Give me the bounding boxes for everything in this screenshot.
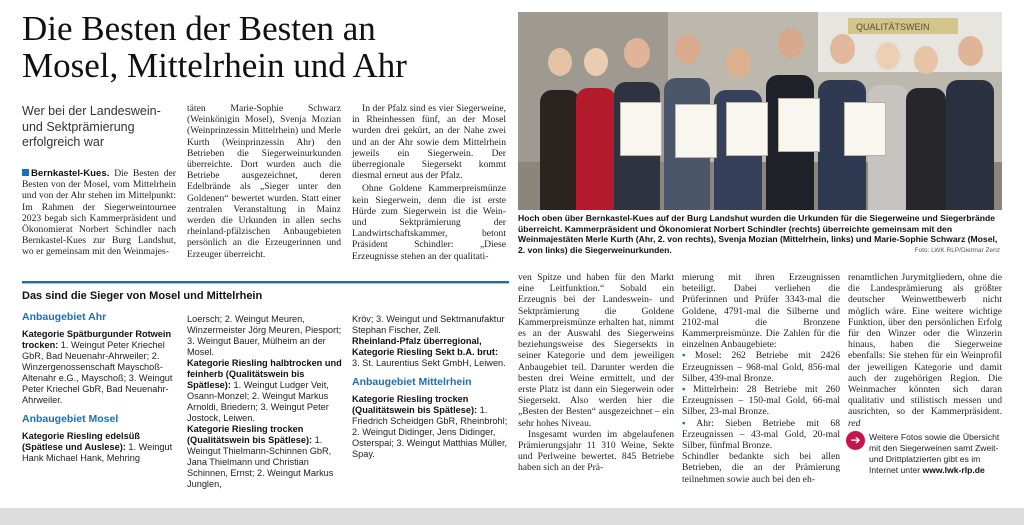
mosel-winners-3-cont: Kröv; 3. Weingut und Sektmanufaktur Stephan Fischer, Zell.	[352, 314, 505, 335]
region-mosel: Anbaugebiet Mosel	[22, 413, 119, 425]
web-hint	[869, 432, 1009, 476]
person-8-head	[876, 42, 900, 70]
category-label: Rheinland-Pfalz überregional, Kategorie Riesling Sekt b.A. brut:	[352, 336, 498, 357]
winners-column-2	[187, 314, 343, 490]
winners-title: Das sind die Sieger von Mosel und Mittelrhein	[22, 290, 263, 302]
category-text: 1. Weingut Peter Kriechel GbR, Bad Neuenahr-Ahrweiler; 2. Winzergenossenschaft Mayschoß-Altenahr e.G., Mayschoß; 3. Weingut Peter Kriechel GbR, Bad Neuenahr-Ahrweiler.	[22, 340, 173, 405]
person-10-head	[958, 36, 983, 66]
winners-column-1	[22, 306, 178, 464]
divider	[22, 283, 509, 284]
person-10	[946, 80, 994, 210]
person-4-head	[675, 34, 700, 64]
author-tag: red	[848, 417, 861, 429]
category-label: Kategorie Riesling edelsüß (Spätlese und Auslese):	[22, 431, 140, 452]
person-9-head	[914, 46, 938, 74]
person-2	[576, 88, 616, 210]
mosel-winners-2	[187, 358, 343, 424]
mosel-winners-3	[187, 424, 343, 490]
certificate-4	[778, 98, 820, 152]
category-label: Kategorie Riesling halbtrocken und feinherb (Qualitätswein bis Spätlese):	[187, 358, 342, 390]
article-text-6	[848, 272, 1002, 429]
mosel-winners-1	[22, 431, 178, 464]
article-text-3: In der Pfalz sind es vier Siegerweine, in Rheinhessen fünf, an der Mosel wurden drei gekürt, an der Nahe zwei und an der Ahr sowie dem Mittelrhein jeweils ein Siegerwein. Der überregionale Siegersekt kommt diesmal erneut aus der Pfalz.	[352, 103, 506, 182]
photo-credit: Foto: LWK RLP/Dietmar Zenz	[914, 247, 1000, 254]
person-5-head	[726, 48, 751, 78]
region-mittelrhein: Anbaugebiet Mittelrhein	[352, 376, 472, 388]
article-text-4b: Insgesamt wurden im abgelaufenen Prämierungsjahr 11 310 Weine, Sekte und Perlweine bewertet. 845 Betriebe haben sich an der Prä-	[518, 428, 674, 474]
category-text: 1. Weingut Hank Michael Hank, Mehring	[22, 442, 173, 463]
arrow-right-icon: ➔	[846, 431, 865, 450]
article-text-4: ven Spitze und haben für den Markt eine Leitfunktion.“ Sobald ein Erzeugnis bei der Landeswein- und Sektprämierung die Goldene Kammerpreismünze erhalten hat, nimmt es an der Auswahl des Siegerweins beziehungsweise des Siegersekts in seiner Kategorie und dem jeweiligen Anbaugebiet teil. Darunter werden die besten drei Weine ermittelt, und der erste Platz ist dann ein Siegerwein oder Siegersekt. Also werden hier die „Besten der Besten“ ausgezeichnet – ein sehr hohes Niveau.	[518, 272, 674, 429]
subheadline: Wer bei der Landeswein- und Sektprämierung erfolgreich war	[22, 104, 161, 149]
winners-column-3	[352, 314, 508, 460]
photo-caption: Hoch oben über Bernkastel-Kues auf der Burg Landshut wurden die Urkunden für die Siegerweine und Siegerbrände überreicht. Kammerpräsident und Ökonomierat Norbert Schindler (rechts) überreichte gemeinsam mit den Weinmajestäten Merle Kurth (Ahr, 2. von rechts), Svenja Mozian (Mittelrhein, links) und Marie-Sophie Schwarz (Mosel, 2. von links) die Siegerweinurkunden.	[518, 213, 998, 255]
article-text-5: mierung mit ihren Erzeugnissen beteiligt. Dabei verliehen die Prüferinnen und Prüfer 3343-mal die Goldene, 4791-mal die Silberne und 2102-mal die Bronzene Kammerpreismünze. Die Zahlen für die einzelnen Anbaugebiete:	[682, 272, 840, 351]
category-label: Kategorie Riesling trocken (Qualitätswein bis Spätlese):	[352, 394, 478, 415]
category-text: 1. Weingut Ludger Veit, Osann-Monzel; 2. Weingut Markus Arnoldi, Briedern; 3. Weingut Peter Jostock, Leiwen.	[187, 380, 329, 423]
headline-line-2: Mosel, Mittelrhein und Ahr	[22, 46, 407, 85]
article-text-5b: Schindler bedankte sich bei allen Betrieben, die an der Prämierung teilnehmen sowie auch bei den eh-	[682, 451, 840, 485]
web-hint-text: Weitere Fotos sowie die Übersicht mit den Siegerweinen samt Zweit- und Drittplatzierten gibt es im Internet unter	[869, 432, 1000, 475]
rp-winners	[352, 336, 508, 369]
category-label: Kategorie Riesling trocken (Qualitätswein bis Spätlese):	[187, 424, 313, 445]
person-7-head	[830, 34, 855, 64]
certificate-1	[620, 102, 662, 156]
category-text: 1. Friedrich Scheidgen GbR, Rheinbrohl; 2. Weingut Didinger, Jens Didinger, Osterspai; 3. Weingut Matthias Müller, Spay.	[352, 405, 508, 459]
article-text-3b: Ohne Goldene Kammerpreismünze kein Siegerwein, denn die ist erste Hürde zum Siegerwein ist die Wein- und Sektprämierung der Landwirtschaftskammer, betont Präsident Schindler: „Diese Erzeugnisse stehen an der qualitati-	[352, 183, 506, 262]
article-lead	[22, 168, 176, 258]
article-column-5	[682, 272, 840, 485]
award-photo	[518, 12, 1002, 210]
mosel-winners-1-cont: Loersch; 2. Weingut Meuren, Winzermeister Jörg Meuren, Piesport; 3. Weingut Bauer, Mülheim an der Mosel.	[187, 314, 342, 357]
mittelrhein-winners	[352, 394, 508, 460]
article-column-2	[187, 103, 341, 260]
headline-line-1: Die Besten der Besten an	[22, 9, 376, 48]
person-2-head	[584, 48, 608, 76]
dateline: Bernkastel-Kues.	[31, 168, 110, 179]
article-text-6-body: renamtlichen Jurymitgliedern, ohne die die Landesprämierung als größter deutscher Weinwettbewerb nicht möglich wäre. Eine weitere wichtige Funktion, über den persönlichen Erfolg für den Winzer oder die Winzerin hinaus, haben die Siegerweine ebenfalls: Sie stehen für ein Weinprofil der jeweiligen Kategorie und damit auch der zugehörigen Region. Die Weinmacher könnten sich daran qualitativ und stilistisch messen und ausrichten, so der Kammerpräsident.	[848, 272, 1002, 418]
web-link[interactable]: www.lwk-rlp.de	[922, 465, 985, 475]
ahr-winners	[22, 329, 178, 406]
headline	[22, 10, 512, 84]
square-bullet-icon	[22, 169, 29, 176]
person-9	[906, 88, 946, 210]
person-6-head	[778, 28, 803, 58]
category-text: 3. St. Laurentius Sekt GmbH, Leiwen.	[352, 358, 506, 368]
person-3-head	[624, 38, 650, 68]
person-1-head	[548, 48, 572, 76]
stat-mittelrhein: ▪ Mittelrhein: 28 Betriebe mit 260 Erzeugnissen – 150-mal Gold, 66-mal Silber, 23-mal Bronze.	[682, 384, 840, 418]
category-text: 1. Weingut Thielmann-Schinnen GbR, Jana Thielmann und Christian Schinnen, Ernst; 2. Weingut Markus Junglen,	[187, 435, 334, 489]
certificate-3	[726, 102, 768, 156]
certificate-5	[844, 102, 886, 156]
article-column-4	[518, 272, 674, 474]
stat-mosel: ▪ Mosel: 262 Betriebe mit 2426 Erzeugnissen – 968-mal Gold, 856-mal Silber, 439-mal Bronze.	[682, 350, 840, 384]
region-ahr: Anbaugebiet Ahr	[22, 311, 107, 323]
person-1	[540, 90, 580, 210]
article-column-6	[848, 272, 1002, 429]
banner-text: QUALITÄTSWEIN	[856, 22, 930, 32]
article-text-2: täten Marie-Sophie Schwarz (Weinkönigin Mosel), Svenja Mozian (Weinprinzessin Mittelrhein) und Merle Kurth (Weinprinzessin Ahr) den Betrieben die Siegerweinurkunden überreichte. Dort wurden auch die Betriebe ausgezeichnet, deren Edelbrände als „Sieger unter den Goldenen“ bewertet wurden. Statt einer zentralen Veranstaltung in Mainz werden die Urkunden in allen sechs rheinland-pfälzischen Anbaugebieten persönlich an die Erzeugerinnen und Erzeuger überreicht.	[187, 103, 341, 260]
article-column-1	[22, 168, 176, 258]
category-label: Kategorie Spätburgunder Rotwein trocken:	[22, 329, 172, 350]
stat-ahr: ▪ Ahr: Sieben Betriebe mit 68 Erzeugnissen – 43-mal Gold, 20-mal Silber, fünfmal Bronze.	[682, 418, 840, 452]
article-text-1: Die Besten der Besten von der Mosel, vom Mittelrhein und von der Ahr stehen im Mittelpunkt: Im Rahmen der Siegerweintournee 2023 begab sich Kammerpräsident und Ökonomierat Norbert Schindler nach Bernkastel-Kues zur Burg Landshut, wo er gemeinsam mit den Weinmajes-	[22, 168, 176, 258]
certificate-2	[675, 104, 717, 158]
article-column-3	[352, 103, 506, 262]
